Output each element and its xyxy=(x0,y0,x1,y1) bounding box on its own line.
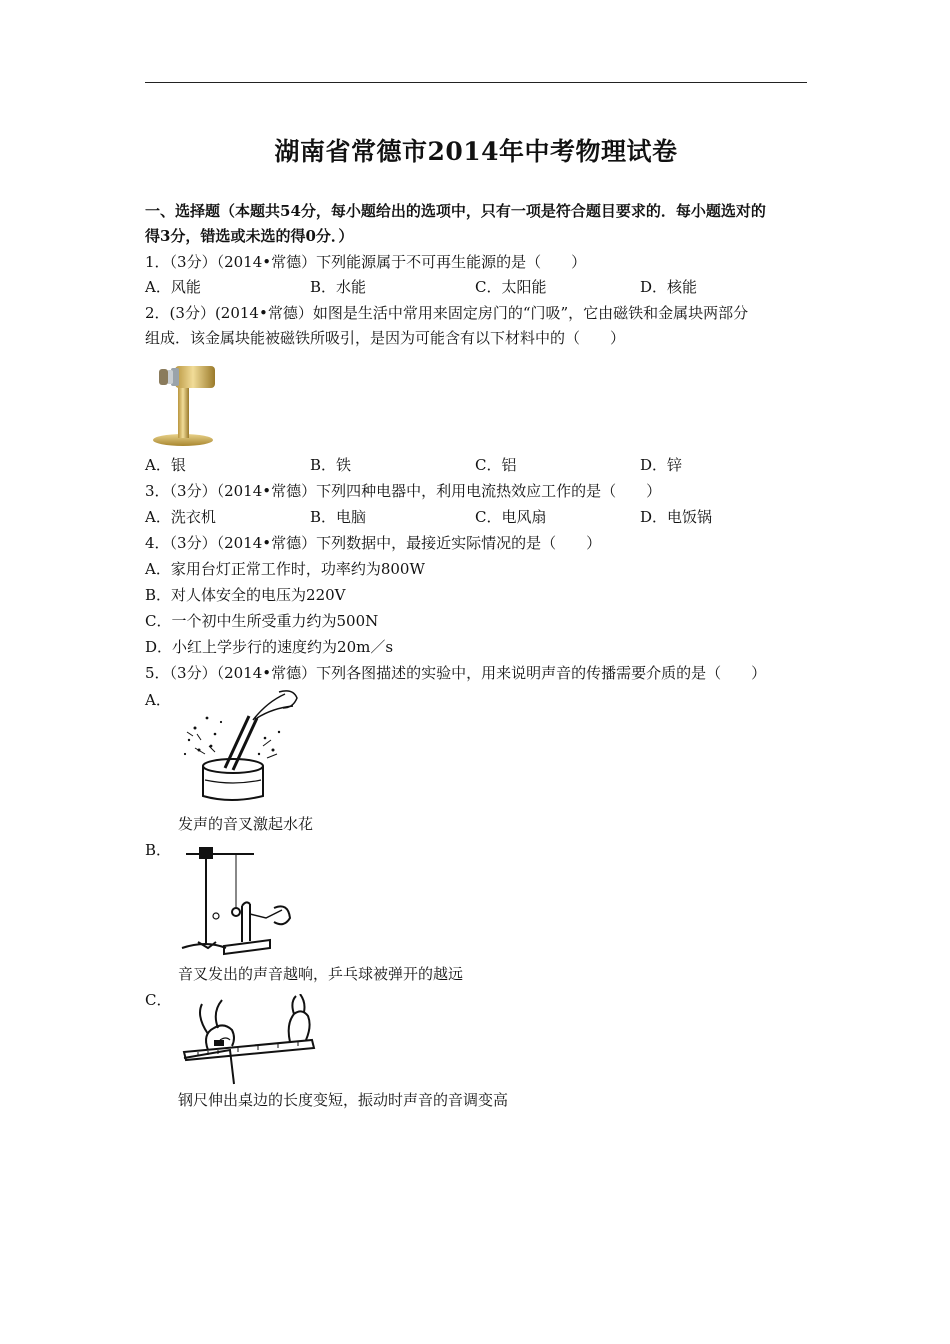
question-3-option-b: B．电脑 xyxy=(310,508,367,526)
question-4-option-a: A．家用台灯正常工作时，功率约为800W xyxy=(145,560,425,578)
tuning-fork-water-figure xyxy=(175,688,305,806)
question-5-choice-c-caption: 钢尺伸出桌边的长度变短，振动时声音的音调变高 xyxy=(178,1091,509,1109)
question-4-stem: 4．（3分）（2014•常德）下列数据中，最接近实际情况的是（ ） xyxy=(145,534,602,552)
question-5-choice-c-label: C． xyxy=(145,991,172,1009)
page-title: 湖南省常德市2014年中考物理试卷 xyxy=(274,137,678,166)
question-5-choice-b-caption: 音叉发出的声音越响，乒乓球被弹开的越远 xyxy=(178,965,464,983)
question-4-option-c: C．一个初中生所受重力约为500N xyxy=(145,612,379,630)
question-5-choice-a-caption: 发声的音叉激起水花 xyxy=(178,815,314,833)
question-3-option-a: A．洗衣机 xyxy=(145,508,216,526)
question-5-choice-a-label: A． xyxy=(145,691,171,709)
question-4-option-b: B．对人体安全的电压为220V xyxy=(145,586,346,604)
question-2-option-b: B．铁 xyxy=(310,456,352,474)
question-1-option-a: A．风能 xyxy=(145,278,201,296)
question-4-option-d: D．小红上学步行的速度约为20m／s xyxy=(145,638,394,656)
question-5-choice-b-label: B． xyxy=(145,841,172,859)
question-1-option-b: B．水能 xyxy=(310,278,367,296)
ruler-table-edge-figure xyxy=(178,994,326,1086)
question-1-stem: 1．（3分）（2014•常德）下列能源属于不可再生能源的是（ ） xyxy=(145,253,587,271)
question-3-option-d: D．电饭锅 xyxy=(640,508,713,526)
ping-pong-tuning-fork-figure xyxy=(178,844,298,956)
question-2-option-a: A．银 xyxy=(145,456,186,474)
question-1-option-c: C．太阳能 xyxy=(475,278,547,296)
section-instructions-line-1: 一、选择题（本题共54分，每小题给出的选项中，只有一项是符合题目要求的．每小题选对的 xyxy=(145,202,766,220)
door-stopper-figure xyxy=(145,356,217,448)
question-2-stem-line-1: 2．(3分）(2014•常德）如图是生活中常用来固定房门的“门吸”，它由磁铁和金属块两部分 xyxy=(145,304,749,322)
section-instructions-line-2: 得3分，错选或未选的得0分．） xyxy=(145,227,354,245)
question-5-stem: 5．（3分）（2014•常德）下列各图描述的实验中，用来说明声音的传播需要介质的是（ ） xyxy=(145,664,767,682)
question-2-option-d: D．锌 xyxy=(640,456,683,474)
question-3-option-c: C．电风扇 xyxy=(475,508,547,526)
question-1-option-d: D．核能 xyxy=(640,278,698,296)
header-rule xyxy=(145,82,807,83)
question-2-stem-line-2: 组成．该金属块能被磁铁所吸引，是因为可能含有以下材料中的（ ） xyxy=(145,329,626,347)
question-3-stem: 3．（3分）（2014•常德）下列四种电器中，利用电流热效应工作的是（ ） xyxy=(145,482,662,500)
question-2-option-c: C．铝 xyxy=(475,456,517,474)
